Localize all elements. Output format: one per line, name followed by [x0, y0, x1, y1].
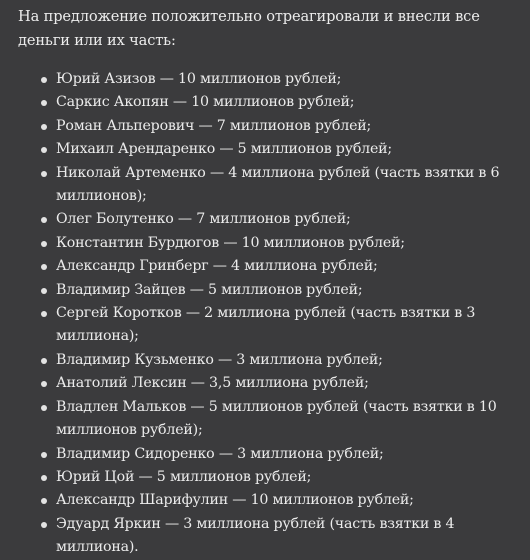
bullet-icon — [41, 522, 47, 528]
bullet-icon — [41, 171, 47, 177]
list-item — [18, 302, 520, 349]
bullet-icon — [41, 241, 47, 247]
bullet-icon — [41, 358, 47, 364]
list-item-text: Михаил Арендаренко — 5 миллионов рублей; — [56, 141, 393, 158]
list-item — [18, 279, 520, 302]
list-item-text: Константин Бурдюгов — 10 миллионов рублей; — [56, 234, 405, 251]
list-item — [18, 513, 520, 560]
list-item-text: Саркис Акопян — 10 миллионов рублей; — [56, 94, 355, 111]
list-item — [18, 396, 520, 443]
list-item-text: Владлен Мальков — 5 миллионов рублей (часть взятки в 10 миллионов рублей); — [56, 398, 497, 439]
list-item — [18, 466, 520, 489]
list-item-text: Юрий Цой — 5 миллионов рублей; — [56, 468, 312, 485]
list-item-text: Александр Шарифулин — 10 миллионов рублей; — [56, 492, 414, 509]
list-item — [18, 489, 520, 512]
list-item — [18, 443, 520, 466]
bullet-icon — [41, 124, 47, 130]
list-item-text: Александр Гринберг — 4 миллиона рублей; — [56, 258, 378, 275]
bullet-icon — [41, 100, 47, 106]
bullet-icon — [41, 288, 47, 294]
list-item-text: Николай Артеменко — 4 миллиона рублей (часть взятки в 6 миллионов); — [56, 164, 500, 205]
list-item — [18, 68, 520, 91]
list-item — [18, 232, 520, 255]
list-item — [18, 255, 520, 278]
bullet-icon — [41, 311, 47, 317]
bullet-icon — [41, 77, 47, 83]
list-item-text: Олег Болутенко — 7 миллионов рублей; — [56, 211, 351, 228]
list-item-text: Роман Альперович — 7 миллионов рублей; — [56, 117, 372, 134]
list-item — [18, 349, 520, 372]
list-item-text: Сергей Коротков — 2 миллиона рублей (часть взятки в 3 миллиона); — [56, 305, 476, 345]
intro-paragraph: На предложение положительно отреагировали и внесли все деньги или их часть: — [18, 8, 480, 49]
bullet-icon — [41, 147, 47, 153]
list-item-text: Эдуард Яркин — 3 миллиона рублей (часть взятки в 4 миллиона). — [56, 515, 455, 556]
list-item-text: Юрий Азизов — 10 миллионов рублей; — [56, 71, 342, 87]
list-item-text: Анатолий Лексин — 3,5 миллиона рублей; — [56, 375, 369, 392]
list-item — [18, 91, 520, 114]
bullet-icon — [41, 475, 47, 481]
bullet-icon — [41, 381, 47, 387]
bullet-icon — [41, 498, 47, 504]
bullet-icon — [41, 452, 47, 458]
bribe-list — [18, 68, 520, 560]
list-item — [18, 372, 520, 395]
bullet-icon — [41, 217, 47, 223]
bullet-icon — [41, 405, 47, 411]
bullet-icon — [41, 264, 47, 270]
list-item — [18, 115, 520, 138]
list-item-text: Владимир Сидоренко — 3 миллиона рублей; — [56, 445, 384, 462]
list-item — [18, 208, 520, 231]
list-item-text: Владимир Зайцев — 5 миллионов рублей; — [56, 281, 363, 298]
list-item — [18, 138, 520, 161]
list-item — [18, 162, 520, 209]
list-item-text: Владимир Кузьменко — 3 миллиона рублей; — [56, 351, 383, 368]
